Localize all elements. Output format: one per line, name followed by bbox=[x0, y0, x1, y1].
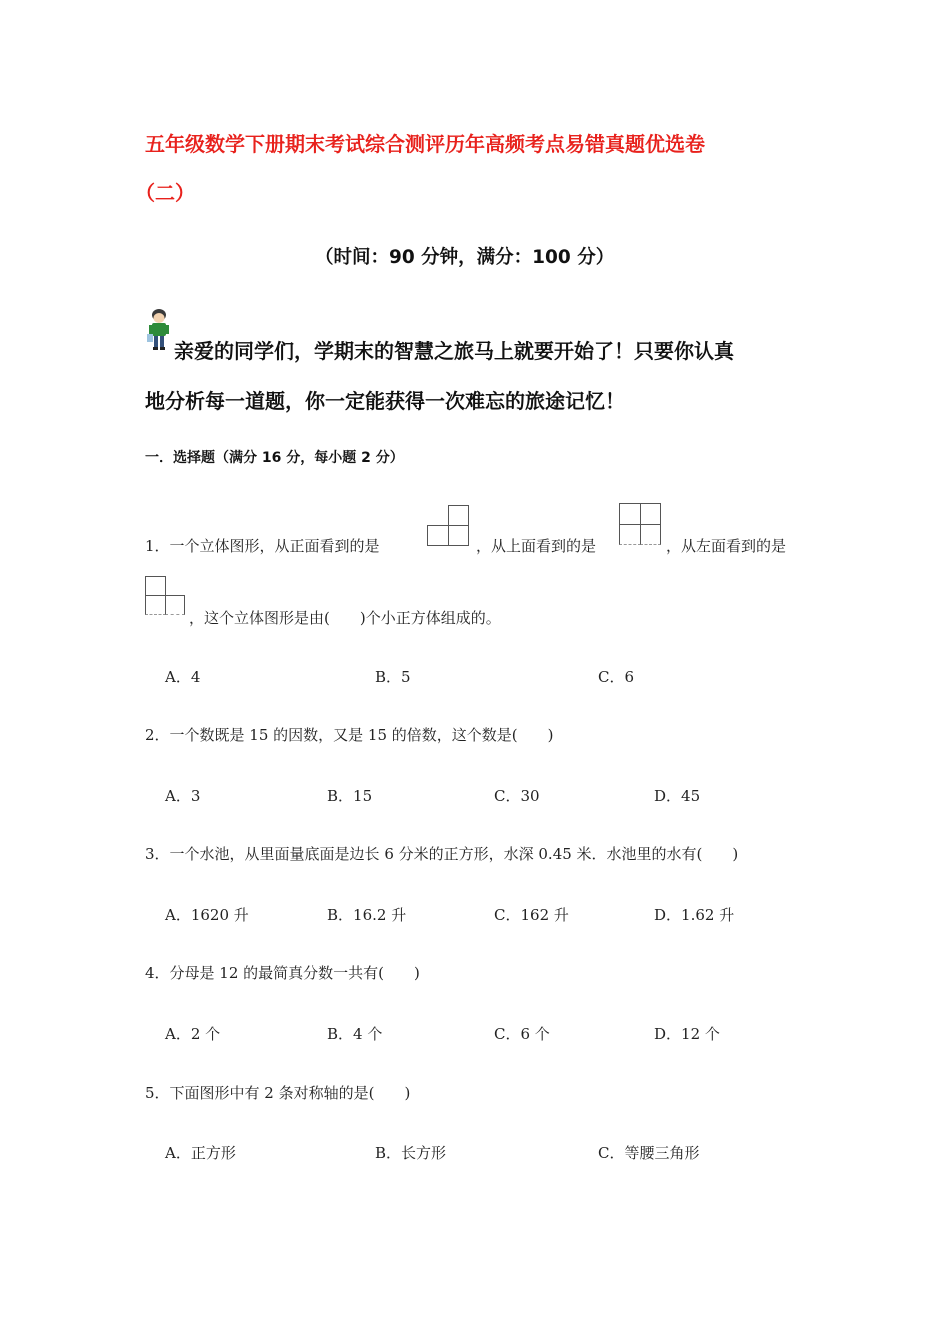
question-1-text-b: ，从上面看到的是 bbox=[476, 537, 597, 555]
front-view-figure bbox=[427, 505, 469, 547]
exam-time-info: （时间：90 分钟，满分：100 分） bbox=[315, 247, 615, 268]
question-1-text-d: ，这个立体图形是由( )个小正方体组成的。 bbox=[189, 609, 501, 627]
top-view-figure bbox=[619, 503, 661, 545]
question-1-text-a: 1．一个立体图形，从正面看到的是 bbox=[145, 537, 380, 555]
question-1-option-a[interactable]: A．4 bbox=[165, 668, 201, 686]
student-mascot-icon bbox=[146, 306, 172, 354]
document-title-line1: 五年级数学下册期末考试综合测评历年高频考点易错真题优选卷 bbox=[145, 132, 705, 156]
document-title-line2: （二） bbox=[135, 181, 195, 205]
question-5-option-b[interactable]: B．长方形 bbox=[375, 1144, 447, 1162]
question-2-option-b[interactable]: B．15 bbox=[327, 787, 373, 805]
left-view-figure bbox=[145, 576, 185, 616]
question-3-option-d[interactable]: D．1.62 升 bbox=[654, 906, 735, 924]
question-2-text: 2．一个数既是 15 的因数，又是 15 的倍数，这个数是( ) bbox=[145, 726, 554, 744]
question-4-option-c[interactable]: C．6 个 bbox=[494, 1025, 550, 1043]
intro-text-line2: 地分析每一道题，你一定能获得一次难忘的旅途记忆！ bbox=[145, 389, 625, 413]
question-1-option-b[interactable]: B．5 bbox=[375, 668, 411, 686]
question-5-text: 5．下面图形中有 2 条对称轴的是( ) bbox=[145, 1084, 411, 1102]
question-5-option-c[interactable]: C．等腰三角形 bbox=[598, 1144, 700, 1162]
question-4-option-a[interactable]: A．2 个 bbox=[165, 1025, 221, 1043]
question-2-option-d[interactable]: D．45 bbox=[654, 787, 701, 805]
question-5-option-a[interactable]: A．正方形 bbox=[165, 1144, 236, 1162]
question-4-option-d[interactable]: D．12 个 bbox=[654, 1025, 720, 1043]
intro-text-line1: 亲爱的同学们，学期末的智慧之旅马上就要开始了！只要你认真 bbox=[174, 339, 734, 363]
question-1-option-c[interactable]: C．6 bbox=[598, 668, 635, 686]
question-4-option-b[interactable]: B．4 个 bbox=[327, 1025, 383, 1043]
question-3-option-b[interactable]: B．16.2 升 bbox=[327, 906, 407, 924]
question-2-option-a[interactable]: A．3 bbox=[165, 787, 201, 805]
question-1-text-c: ，从左面看到的是 bbox=[666, 537, 787, 555]
question-4-text: 4．分母是 12 的最简真分数一共有( ) bbox=[145, 964, 420, 982]
question-3-option-a[interactable]: A．1620 升 bbox=[165, 906, 249, 924]
question-3-option-c[interactable]: C．162 升 bbox=[494, 906, 569, 924]
question-3-text: 3．一个水池，从里面量底面是边长 6 分米的正方形，水深 0.45 米．水池里的水有( ) bbox=[145, 845, 739, 863]
question-2-option-c[interactable]: C．30 bbox=[494, 787, 540, 805]
section-heading-choice: 一．选择题（满分 16 分，每小题 2 分） bbox=[145, 450, 404, 466]
